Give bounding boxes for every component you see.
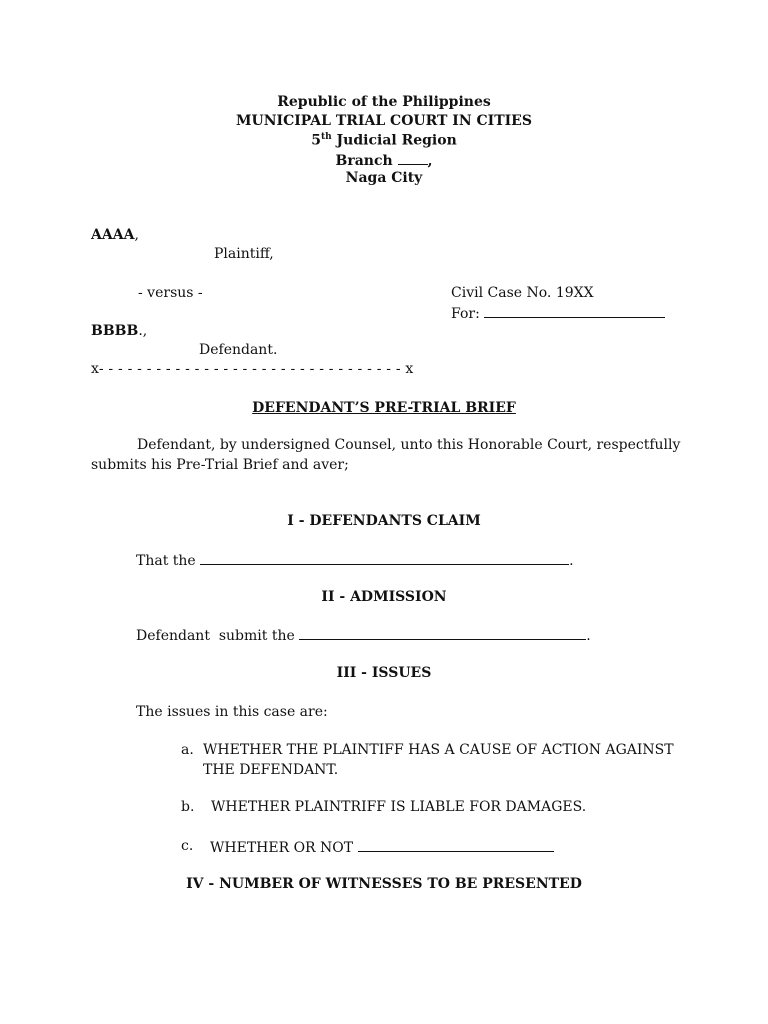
claim-end: . (569, 553, 574, 569)
republic-line: Republic of the Philippines (277, 94, 491, 110)
court-name: MUNICIPAL TRIAL COURT IN CITIES (236, 113, 532, 129)
defendant-label: Defendant. (199, 342, 278, 358)
caption-separator: x- - - - - - - - - - - - - - - - - - - - - - - - - - - - - - - - x (91, 361, 414, 377)
branch-line (0, 151, 768, 169)
issue-b-line-1: WHETHER PLAINTRIFF IS LIABLE FOR DAMAGES. (211, 799, 587, 815)
plaintiff-comma: , (134, 227, 139, 243)
intro-line-2: submits his Pre-Trial Brief and aver; (91, 457, 349, 473)
admission-label: Defendant submit the (136, 628, 295, 644)
admission-blank (299, 626, 586, 640)
region-number: 5 (311, 132, 321, 149)
branch-blank (398, 151, 428, 165)
for-label: For: (451, 306, 480, 322)
defendant-name-line (91, 323, 147, 339)
defendant-name: BBBB (91, 323, 139, 339)
admission-end: . (586, 628, 591, 644)
region-ordinal: th (320, 132, 332, 142)
plaintiff-name: AAAA (91, 227, 135, 243)
section-4-heading: IV - NUMBER OF WITNESSES TO BE PRESENTED (186, 876, 582, 892)
issue-a-line-1: WHETHER THE PLAINTIFF HAS A CAUSE OF ACTION AGAINST (203, 742, 674, 758)
issue-c-text: WHETHER OR NOT (210, 840, 354, 856)
plaintiff-name-line (91, 227, 139, 243)
section-1-heading: I - DEFENDANTS CLAIM (287, 513, 481, 529)
city-line: Naga City (345, 170, 423, 186)
section-2-text (136, 626, 591, 644)
civil-case-number: Civil Case No. 19XX (451, 285, 594, 301)
claim-label: That the (136, 553, 196, 569)
section-1-text (136, 551, 574, 569)
judicial-region (0, 132, 768, 149)
for-blank (484, 304, 665, 318)
section-3-text: The issues in this case are: (136, 704, 328, 720)
issue-c-blank (358, 838, 554, 852)
intro-line-1: Defendant, by undersigned Counsel, unto this Honorable Court, respectfully (137, 437, 681, 453)
section-2-heading: II - ADMISSION (321, 589, 447, 605)
claim-blank (200, 551, 569, 565)
issue-c-line-1 (210, 838, 554, 856)
versus-label: - versus - (138, 285, 203, 301)
branch-comma: , (427, 153, 433, 169)
issue-b-marker: b. (181, 799, 195, 815)
defendant-suffix: ., (138, 323, 148, 339)
document-title: DEFENDANT’S PRE-TRIAL BRIEF (252, 400, 516, 416)
region-label: Judicial Region (331, 132, 457, 149)
section-3-heading: III - ISSUES (336, 665, 432, 681)
branch-label: Branch (335, 153, 393, 169)
case-for-line (451, 304, 665, 322)
issue-a-line-2: THE DEFENDANT. (203, 762, 339, 778)
issue-a-marker: a. (181, 742, 194, 758)
plaintiff-label: Plaintiff, (214, 246, 274, 262)
issue-c-marker: c. (181, 838, 194, 854)
